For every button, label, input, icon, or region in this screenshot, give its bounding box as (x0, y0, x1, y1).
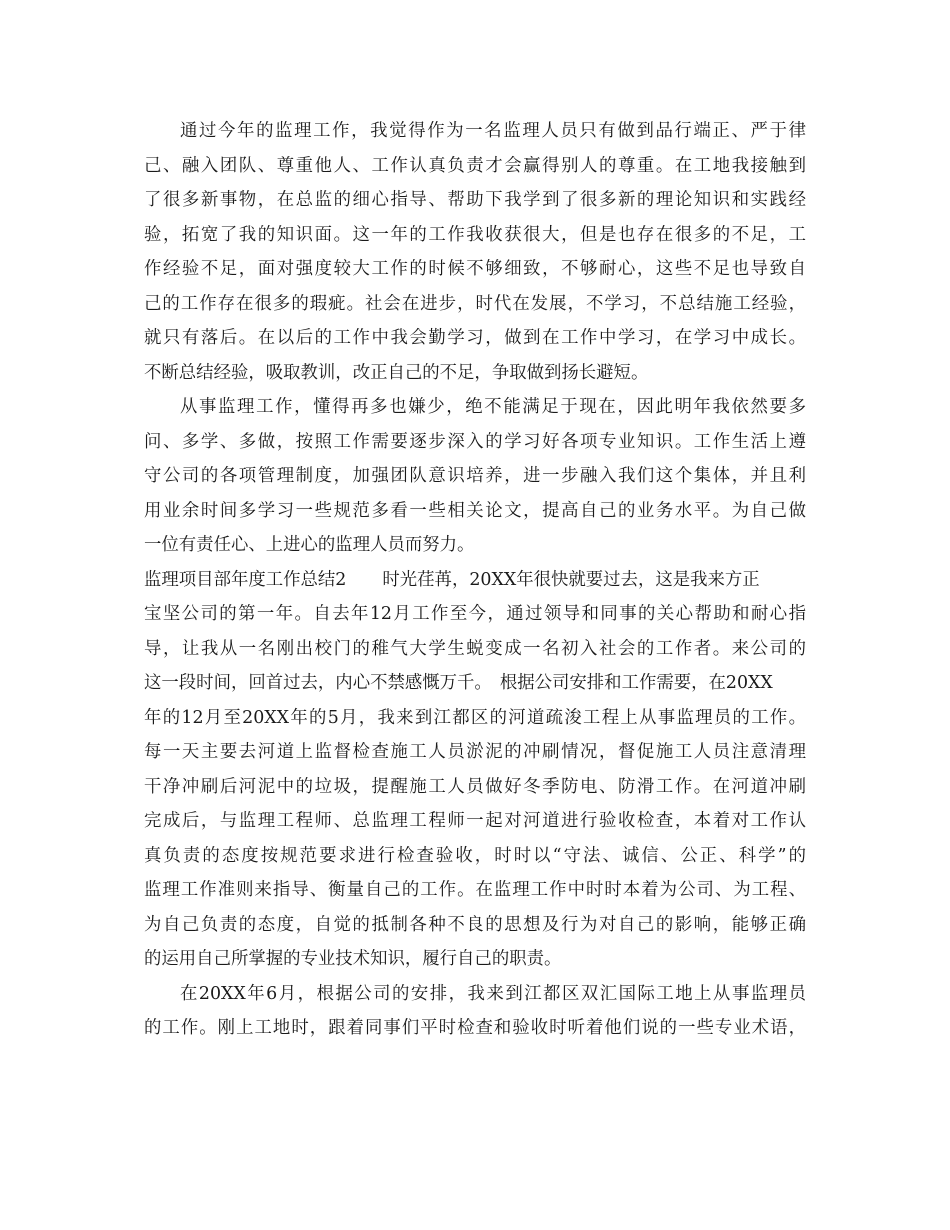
document-page (144, 114, 806, 1046)
text-line: 一位有责任心、上进心的监理人员而努力。 (144, 535, 475, 555)
text-line: 完成后，与监理工程师、总监理工程师一起对河道进行验收检查，本着对工作认 (144, 811, 806, 831)
text-line: 监理工作准则来指导、衡量自己的工作。在监理工作中时时本着为公司、为工程、 (144, 880, 806, 900)
text-line: 守公司的各项管理制度，加强团队意识培养，进一步融入我们这个集体，并且利 (144, 466, 806, 486)
text-span: 根据公司安排和工作需要，在20XX (499, 673, 773, 693)
text-line: 年的12月至20XX年的5月，我来到江都区的河道疏浚工程上从事监理员的工作。 (144, 707, 806, 728)
paragraph-2 (144, 390, 806, 563)
text-line: 己、融入团队、尊重他人、工作认真负责才会赢得别人的尊重。在工地我接触到 (144, 155, 806, 176)
text-line: 己的工作存在很多的瑕疵。社会在进步，时代在发展，不学习，不总结施工经验， (144, 293, 806, 314)
text-line: 用业余时间多学习一些规范多看一些相关论文，提高自己的业务水平。为自己做 (144, 500, 806, 521)
text-line: 从事监理工作，懂得再多也嫌少，绝不能满足于现在，因此明年我依然要多 (180, 397, 806, 417)
text-line: 了很多新事物，在总监的细心指导、帮助下我学到了很多新的理论知识和实践经 (144, 190, 806, 210)
text-line: 不断总结经验，吸取教训，改正自己的不足，争取做到扬长避短。 (144, 362, 649, 383)
section-heading-line (144, 563, 806, 598)
text-span: 这一段时间，回首过去，内心不禁感慨万千。 (144, 673, 492, 693)
text-line: 就只有落后。在以后的工作中我会勤学习，做到在工作中学习，在学习中成长。 (144, 328, 806, 348)
text-line: 验，拓宽了我的知识面。这一年的工作我收获很大，但是也存在很多的不足，工 (144, 224, 806, 245)
text-line: 导，让我从一名刚出校门的稚气大学生蜕变成一名初入社会的工作者。来公司的 (144, 638, 806, 659)
paragraph-3 (144, 563, 806, 977)
text-line: 干净冲刷后河泥中的垃圾，提醒施工人员做好冬季防电、防滑工作。在河道冲刷 (144, 776, 806, 797)
paragraph-1 (144, 114, 806, 390)
text-line: 问、多学、多做，按照工作需要逐步深入的学习好各项专业知识。工作生活上遵 (144, 431, 806, 452)
text-line: 宝坚公司的第一年。自去年12月工作至今，通过领导和同事的关心帮助和耐心指 (144, 604, 806, 624)
text-line: 作经验不足，面对强度较大工作的时候不够细致，不够耐心，这些不足也导致自 (144, 259, 806, 279)
text-line: 为自己负责的态度，自觉的抵制各种不良的思想及行为对自己的影响，能够正确 (144, 914, 806, 935)
text-line: 通过今年的监理工作，我觉得作为一名监理人员只有做到品行端正、严于律 (180, 121, 806, 141)
text-line (144, 666, 806, 701)
text-line: 在20XX年6月，根据公司的安排，我来到江都区双汇国际工地上从事监理员 (180, 983, 806, 1004)
text-span: 时光荏苒，20XX年很快就要过去，这是我来方正 (382, 569, 760, 590)
text-line: 的运用自己所掌握的专业技术知识，履行自己的职责。 (144, 949, 562, 969)
text-line: 真负责的态度按规范要求进行检查验收，时时以“守法、诚信、公正、科学”的 (144, 845, 806, 866)
text-line: 的工作。刚上工地时，跟着同事们平时检查和验收时听着他们说的一些专业术语， (144, 1018, 806, 1038)
paragraph-4 (144, 977, 806, 1046)
text-line: 每一天主要去河道上监督检查施工人员淤泥的冲刷情况，督促施工人员注意清理 (144, 742, 806, 762)
section-heading: 监理项目部年度工作总结2 (144, 569, 347, 590)
